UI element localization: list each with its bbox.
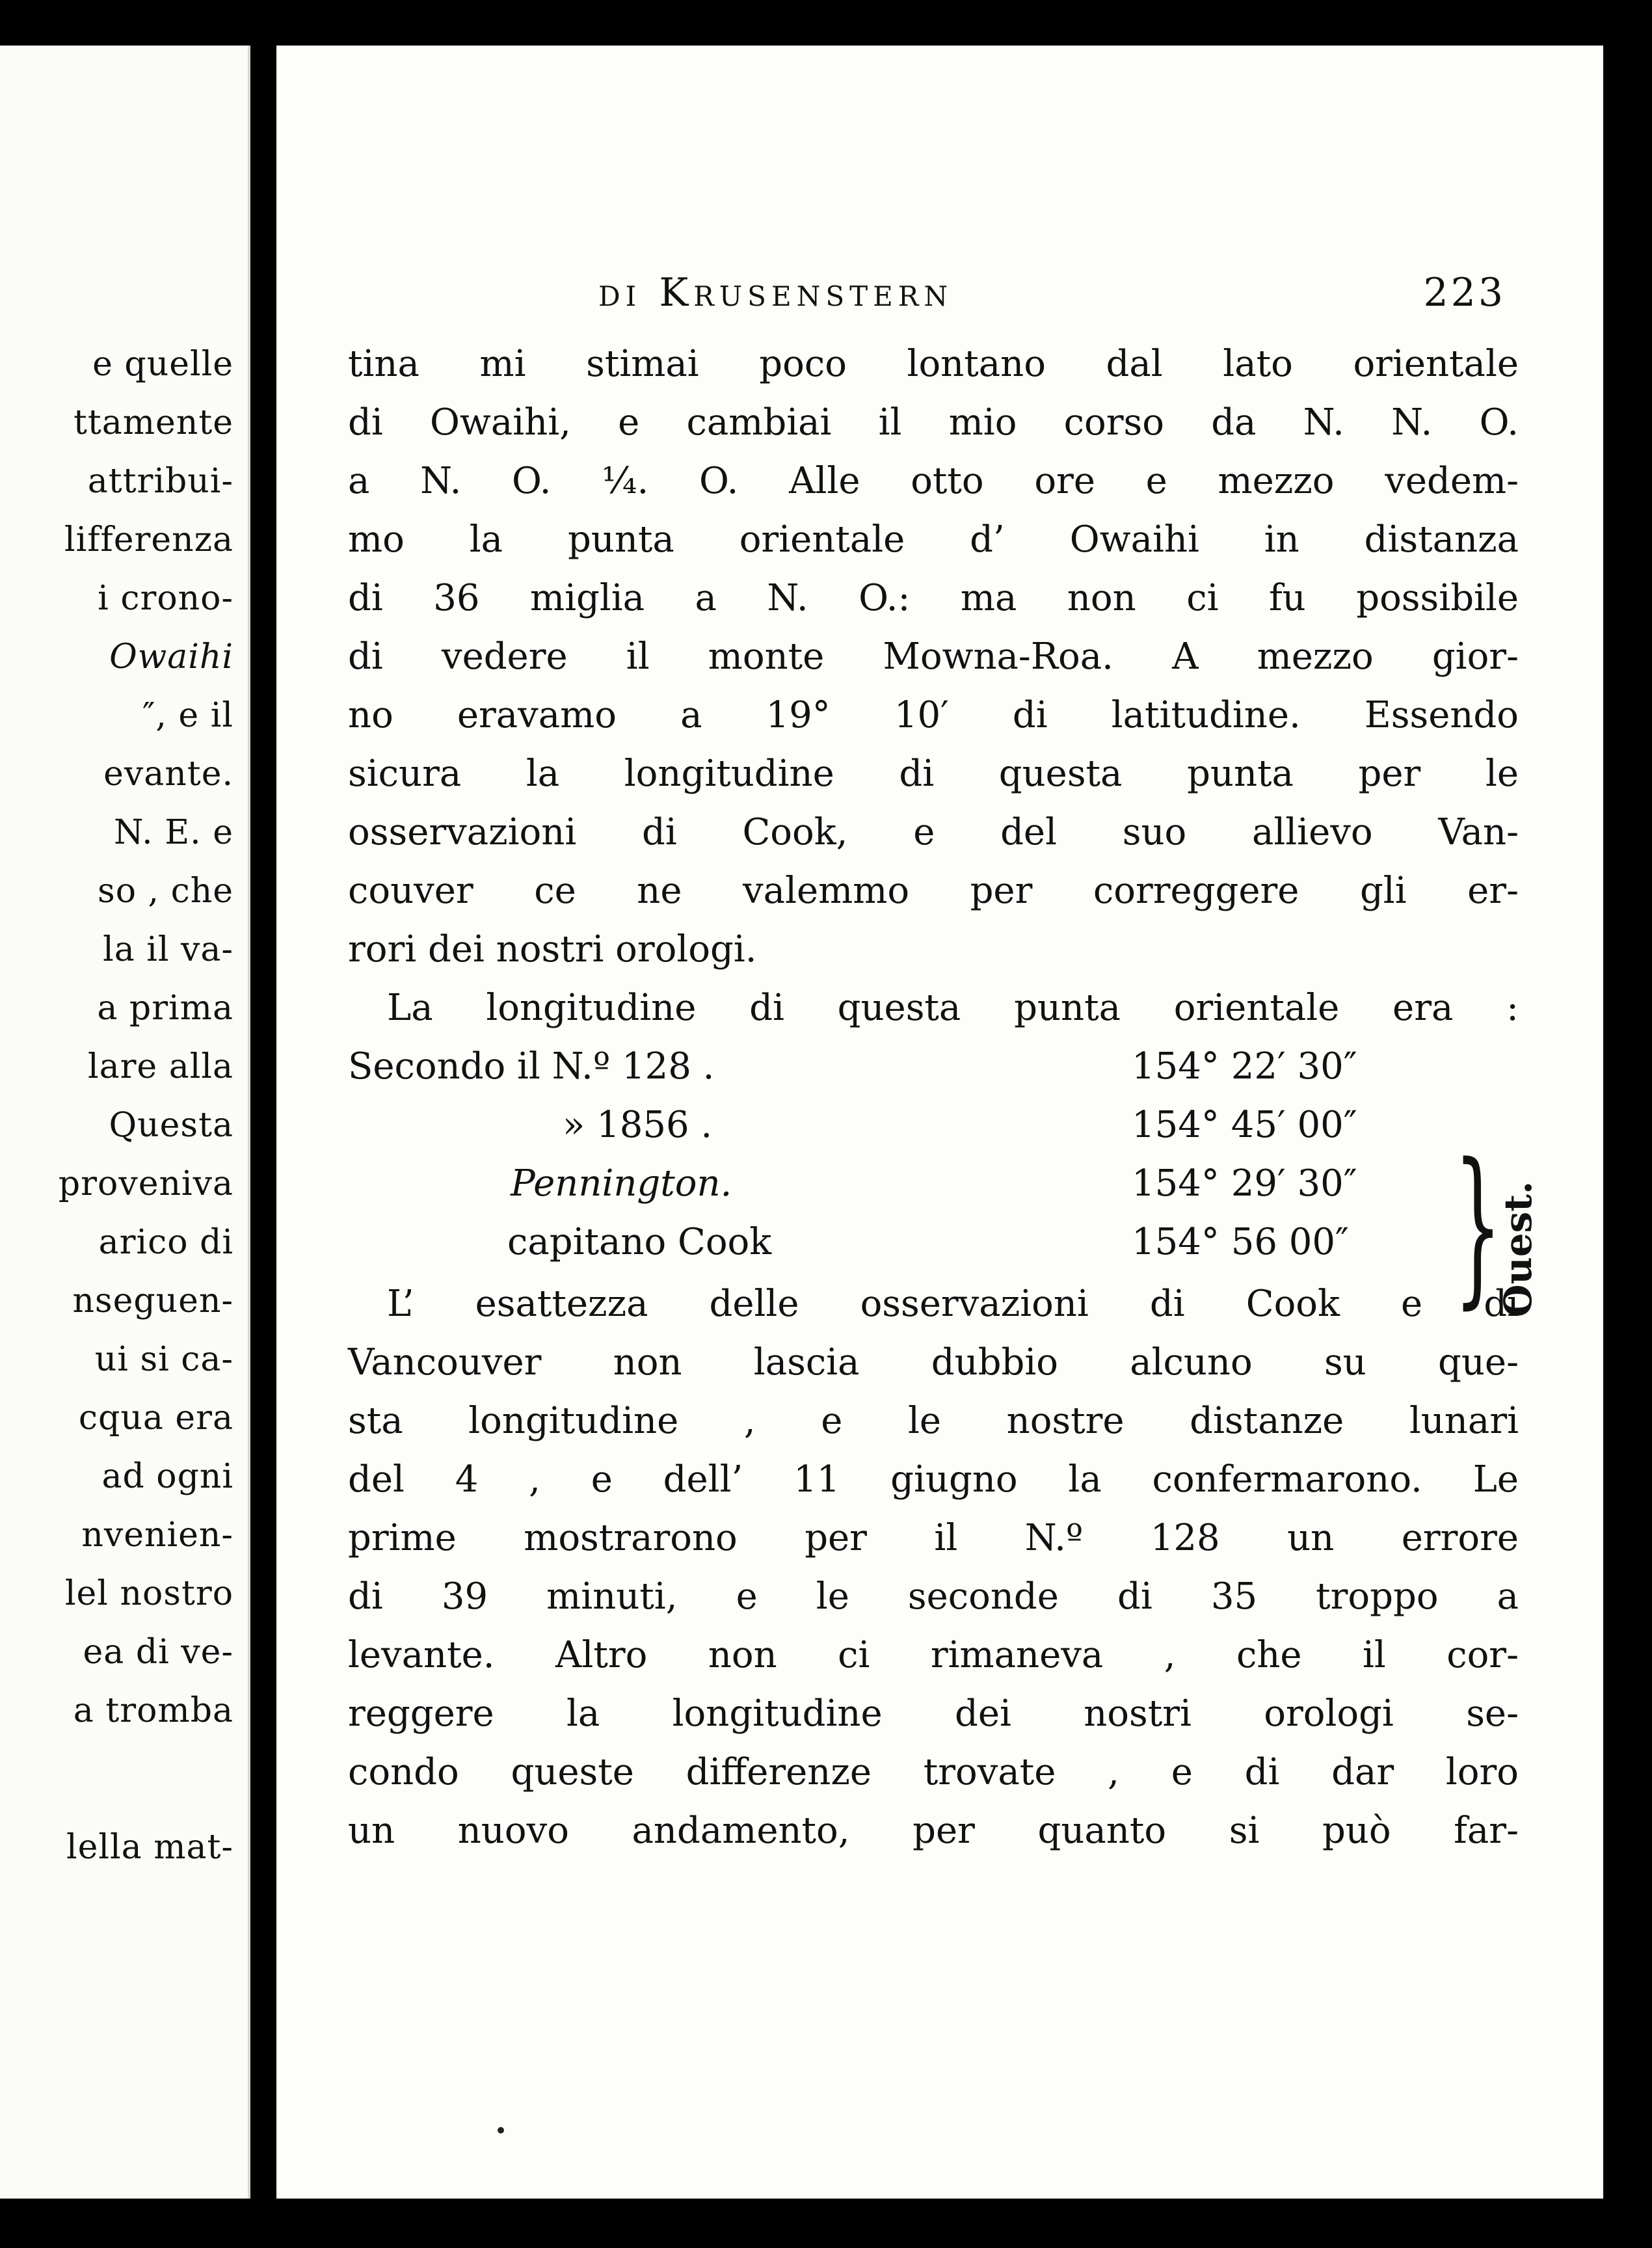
left-page-line: ″, e il (142, 696, 233, 735)
left-page-line: arico di (98, 1223, 233, 1262)
left-page-line: ui si ca- (94, 1340, 233, 1379)
row-value: 154° 45′ 00″ (1132, 1104, 1357, 1146)
text-line: di Owaihi, e cambiai il mio corso da N. N. O. (348, 401, 1519, 444)
left-page-line: i crono- (98, 579, 233, 618)
left-page-line: ttamente (73, 403, 233, 442)
text-line: rori dei nostri orologi. (348, 928, 757, 970)
left-page-line: ad ogni (101, 1457, 233, 1496)
left-page-line: lifferenza (64, 520, 233, 559)
left-page-line: nvenien- (81, 1516, 233, 1555)
left-page-line: e quelle (92, 345, 233, 384)
text-line: reggere la longitudine dei nostri orologi se- (348, 1693, 1519, 1735)
text-line: couver ce ne valemmo per correggere gli er- (348, 870, 1519, 912)
running-title: di Krusenstern (598, 270, 953, 315)
row-value: 154° 56 00″ (1132, 1221, 1349, 1263)
left-page-line: a prima (97, 989, 233, 1028)
brace-label: Ouest. (1496, 1181, 1540, 1317)
left-page-line: lare alla (87, 1047, 233, 1086)
left-page-line: N. E. e (113, 813, 233, 852)
text-line: osservazioni di Cook, e del suo allievo Van- (348, 811, 1519, 853)
longitude-row (348, 1155, 1454, 1213)
text-line: mo la punta orientale d’ Owaihi in distanza (348, 518, 1519, 561)
text-line: L’ esattezza delle osservazioni di Cook e di (387, 1283, 1519, 1325)
row-value: 154° 29′ 30″ (1132, 1162, 1357, 1205)
text-line: no eravamo a 19° 10′ di latitudine. Essendo (348, 694, 1519, 736)
left-page-line: Owaihi (109, 637, 233, 676)
left-page-line: evante. (103, 755, 233, 794)
row-value: 154° 22′ 30″ (1132, 1045, 1357, 1088)
row-label: Pennington. (511, 1162, 732, 1205)
page-header (598, 270, 1506, 328)
text-line: di vedere il monte Mowna-Roa. A mezzo gior- (348, 636, 1519, 678)
longitude-row (348, 1096, 1454, 1155)
row-label: » 1856 . (563, 1104, 713, 1146)
left-page-line: cqua era (78, 1398, 233, 1438)
left-page-line: lella mat- (66, 1828, 233, 1867)
left-page-fragment (0, 46, 250, 2199)
text-line: Vancouver non lascia dubbio alcuno su que- (348, 1341, 1519, 1384)
left-page-line: ea di ve- (83, 1633, 233, 1672)
right-page (276, 46, 1603, 2199)
text-line: sicura la longitudine di questa punta per le (348, 753, 1519, 795)
left-page-line: Questa (109, 1106, 233, 1145)
text-line: del 4 , e dell’ 11 giugno la confermarono. Le (348, 1458, 1519, 1501)
text-line: sta longitudine , e le nostre distanze lunari (348, 1400, 1519, 1442)
text-line: prime mostrarono per il N.º 128 un errore (348, 1517, 1519, 1559)
left-page-line: a tromba (73, 1691, 233, 1730)
left-page-line: attribui- (87, 462, 233, 501)
table-intro: La longitudine di questa punta orientale era : (387, 987, 1519, 1029)
page-number: 223 (1423, 270, 1506, 315)
left-page-line: so , che (98, 872, 233, 911)
text-line: levante. Altro non ci rimaneva , che il cor- (348, 1634, 1519, 1676)
ink-dot (498, 2127, 504, 2134)
row-label: Secondo il N.º 128 . (348, 1045, 715, 1088)
left-page-line: la il va- (103, 930, 233, 969)
left-page-line: nseguen- (72, 1281, 233, 1320)
left-page-line: lel nostro (64, 1574, 233, 1613)
left-page-line: proveniva (58, 1164, 233, 1203)
text-line: di 36 miglia a N. O.: ma non ci fu possibile (348, 577, 1519, 619)
text-line: di 39 minuti, e le seconde di 35 troppo a (348, 1575, 1519, 1618)
text-line: a N. O. ¼. O. Alle otto ore e mezzo vedem- (348, 460, 1519, 502)
text-line: un nuovo andamento, per quanto si può far- (348, 1810, 1519, 1852)
right-brace: } (1454, 1128, 1502, 1324)
row-label: capitano Cook (507, 1221, 772, 1263)
longitude-row (348, 1037, 1454, 1096)
longitude-row (348, 1213, 1454, 1272)
text-line: tina mi stimai poco lontano dal lato orientale (348, 343, 1519, 385)
text-line: condo queste differenze trovate , e di dar loro (348, 1751, 1519, 1793)
